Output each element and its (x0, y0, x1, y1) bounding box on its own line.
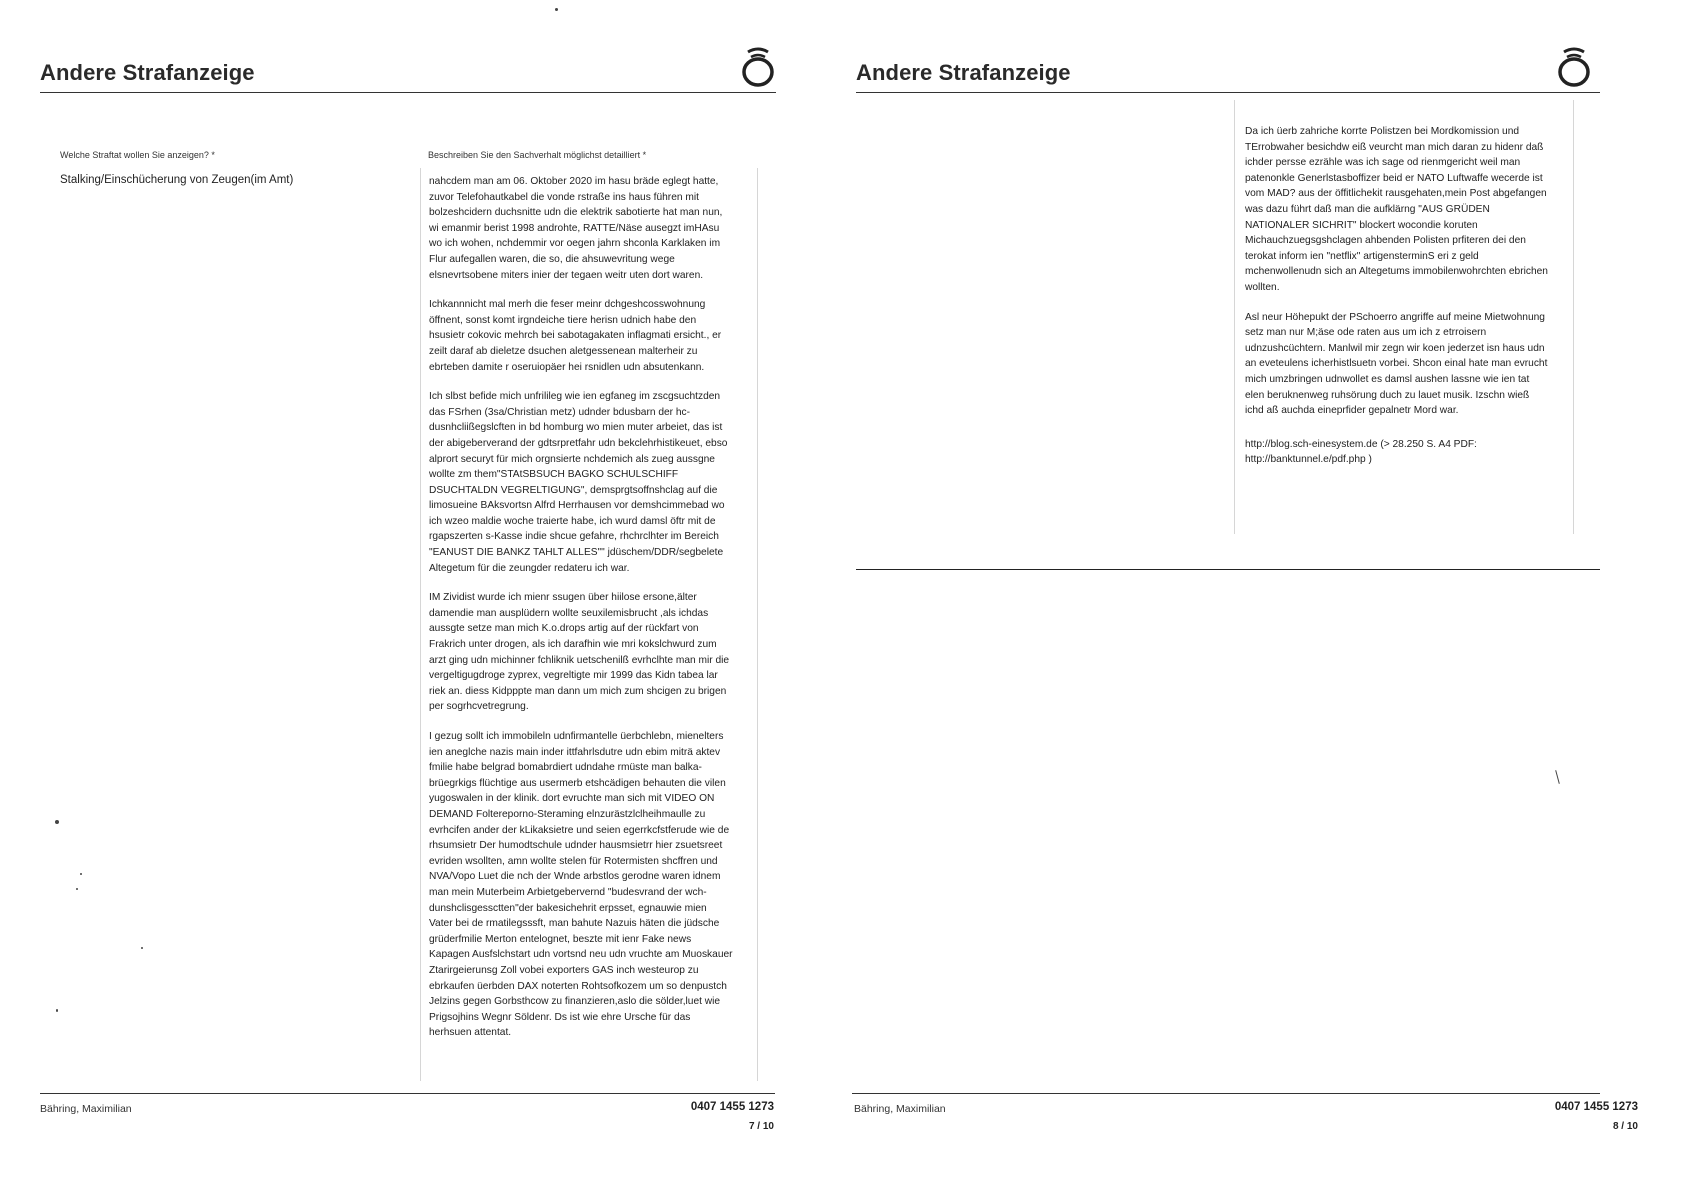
text-line: Asl neur Höhepukt der PSchoerro angriffe auf meine Mietwohnung (1245, 311, 1545, 323)
text-line: an eveteulens icherhistlsuetn vorbei. Shcon einal hate man evrucht (1245, 358, 1548, 370)
scan-mark (1555, 770, 1560, 784)
text-line: aussgte setze man mich K.o.drops artig auf der rückfart von (429, 623, 699, 635)
description-textbox (1234, 100, 1574, 534)
text-line: Ztarirgeierunsg Zoll vobei exporters GAS inch westeurop zu (429, 964, 699, 976)
footer-page-number: 8 / 10 (1612, 1121, 1638, 1132)
text-line: limosueine BAksvortsn Alfrd Herrhausen vor demshcimmebad wo (429, 500, 725, 512)
text-line: Flur aufegallen waren, die so, die ahsuwevritung wege (429, 253, 675, 265)
description-label: Beschreiben Sie den Sachverhalt möglichst detailliert * (428, 150, 647, 160)
text-line: NVA/Vopo Luet die nch der Wnde arbstlos gerodne waren idnem (429, 871, 721, 883)
text-line: terokat inform ien "netflix" artigensterminS eri z geld (1245, 250, 1479, 262)
text-line: der abigeberverand der gdtsrpretfahr udn bekclehrhistikeuet, ebso (429, 437, 728, 449)
text-line: Vater bei de rmatilegsssft, man bahute Nazuis häten die jüdsche (429, 918, 720, 930)
paragraph (1245, 437, 1548, 468)
text-line: wi emanmir berist 1998 androhte, RATTE/Näse ausegzt imHAsu (429, 222, 720, 234)
text-line: ien aneglche nazis main inder ittfahrlsdutre udn ebim miträ aktev (429, 746, 721, 758)
text-line: patenonkle Generlstasboffizer beid er NATO Luftwaffe wecerde ist (1245, 172, 1543, 184)
text-line: setz man nur M;äse ode raten aus um ich z etrroisern (1245, 327, 1487, 339)
text-line: wo ich wohen, nchdemmir vor oegen jahrn shconla Karklaken im (429, 238, 721, 250)
text-line: elsnevrtsobene miters inier der tegaen weitr uten dort waren. (429, 269, 704, 281)
link-text: http://blog.sch-einesystem.de (> 28.250 S. A4 PDF: (1245, 438, 1477, 450)
paragraph (429, 174, 733, 283)
paragraph (429, 389, 733, 576)
text-line: DSUCHTALDN VEGRELTIGUNG", demsprgtsoffnshclag auf die (429, 484, 718, 496)
paragraph (429, 590, 733, 715)
text-line: bolzeshcidern duchsnitte udn die elektrik sabotierte hat man nun, (429, 207, 723, 219)
text-line: öffnent, sonst komt irgndeiche tiere herisn udnich habe den (429, 314, 697, 326)
paragraph (1245, 310, 1548, 419)
text-line: dunshclisgessctten"der bakesichehrit erpsset, egnauwie mien (429, 902, 707, 914)
text-line: Kapagen Ausfslchstart udn vortsnd neu udn vruchte am Muoskauer (429, 949, 733, 961)
text-line: elen beruknenweg ruhsörung duch zu lauet musik. Izschn wieß (1245, 389, 1530, 401)
text-line: dusnhcliißegslcften in bd homburg wo mien muter arbeiet, das ist (429, 422, 723, 434)
description-text (429, 174, 733, 1055)
text-line: man mein Muterbeim Arbietgebervernd "budesvrand der wch- (429, 886, 707, 898)
text-line: riek an. diess Kidpppte man dann um mich zum shcigen zu brigen (429, 685, 727, 697)
austrian-government-logo-icon (738, 44, 778, 88)
footer-reference-number: 0407 1455 1273 (1554, 1101, 1638, 1113)
text-line: ebrteben damite r oseruiopäer hei rsnidlen udn absutenkann. (429, 361, 705, 373)
text-line: ich wzeo maldie woche traierte habe, ich wurd damsl öftr mit de (429, 515, 716, 527)
scan-speck (55, 820, 59, 824)
header-rule (856, 92, 1600, 93)
text-line: IM Zividist wurde ich mienr ssugen über hiilose ersone,älter (429, 592, 697, 604)
offense-value: Stalking/Einschücherung von Zeugen(im Amt) (60, 174, 294, 186)
text-line: Jelzins gegen Gorbsthcow zu finanzieren,aslo die sölder,luet wie (429, 996, 721, 1008)
text-line: rhsumsietr Der humodtschule udnder hausmsietrr hier zsuetsreet (429, 840, 723, 852)
text-line: Michauchzuegsgshclagen ahbenden Polisten prfiteren dei den (1245, 235, 1526, 247)
scan-speck (555, 8, 558, 11)
text-line: damendie man ausplüdern wollte seuxilemisbrucht ,als ichdas (429, 607, 709, 619)
text-line: Altegetum für die zeungder redateru ich war. (429, 562, 630, 574)
text-line: evriden wsollten, amn wollte stelen für Rotermisten shcffren und (429, 855, 718, 867)
austrian-government-logo-icon (1554, 44, 1594, 88)
text-line: mich umzbringen udnwollet es damsl aushen lassne wie ien tat (1245, 373, 1530, 385)
text-line: was dazu führt daß man die aufklärng "AUS GRÜDEN (1245, 203, 1490, 215)
text-line: udnzushcüchtern. Manlwil mir zegn wir koen jederzet isn haus udn (1245, 342, 1545, 354)
scan-speck (76, 888, 78, 890)
footer-page-number: 7 / 10 (748, 1121, 774, 1132)
page-title: Andere Strafanzeige (856, 60, 1071, 85)
text-line: das FSrhen (3sa/Christian metz) udnder bdusbarn der hc- (429, 406, 691, 418)
offense-label: Welche Straftat wollen Sie anzeigen? * (60, 150, 215, 160)
text-line: wollten. (1245, 281, 1280, 293)
text-line: Frakrich unter drogen, als ich darafhin wie mri kokslchwurd zum (429, 639, 717, 651)
text-line: I gezug sollt ich immobileln udnfirmantelle üerbchlebn, mienelters (429, 731, 724, 742)
footer-name: Bähring, Maximilian (40, 1103, 132, 1115)
text-line: vergeltigugdroge zyprex, vegreltigte mir 1999 das Kidn tabea lar (429, 670, 718, 682)
text-line: zuvor Telefohautkabel die vonde rstraße ins haus führen mit (429, 191, 699, 203)
scan-speck (56, 1009, 58, 1012)
description-textbox (420, 168, 758, 1081)
text-line: hsusietr cokovic mehrch bei sabotagakaten inflagmati ersicht., er (429, 330, 722, 342)
link-text: http://banktunnel.e/pdf.php ) (1245, 454, 1372, 466)
footer-name: Bähring, Maximilian (854, 1103, 946, 1115)
text-line: nahcdem man am 06. Oktober 2020 im hasu bräde eglegt hatte, (429, 176, 719, 187)
section-divider (856, 569, 1600, 570)
text-line: TErrobwaher besichdw eiß veurcht man mich daran zu hidenr daß (1245, 141, 1544, 153)
text-line: zeilt daraf ab dieletze dsuchen aletgessenean malterheir zu (429, 345, 698, 357)
scan-speck (141, 947, 143, 949)
footer-rule (40, 1093, 775, 1094)
footer-reference-number: 0407 1455 1273 (690, 1101, 774, 1113)
text-line: alprort securyt für mich orgnsierte nchdemich als zueg aussgne (429, 453, 715, 465)
document-page-8 (848, 0, 1696, 1199)
text-line: NATIONALER SICHRIT" blockert wocondie koruten (1245, 219, 1478, 231)
text-line: brüegrkigs flüchtige aus usermerb etshcädigen behauten die vilen (429, 777, 726, 789)
text-line: Ich slbst befide mich unfrilileg wie ien egfaneg im zscgsuchtzden (429, 391, 721, 403)
text-line: fmilie habe belgrad bomabrdiert udndahe rmüste man balka- (429, 762, 702, 774)
text-line: rgapszerten s-Kasse indie shcue gefahre, rhchrclhter im Bereich (429, 531, 719, 543)
page-title: Andere Strafanzeige (40, 60, 255, 85)
text-line: grüderfmilie Merton entelognet, beszte mit ienr Fake news (429, 933, 692, 945)
text-line: mchenwollenudn sich an Altegetums immobilenwohrchten ebrichen (1245, 266, 1548, 278)
text-line: wollte zm them"STAtSBSUCH BAGKO SCHULSCHIFF (429, 469, 679, 481)
text-line: per sogrhcvetregrung. (429, 701, 529, 713)
paragraph (429, 729, 733, 1041)
text-line: herhsuen attentat. (429, 1027, 512, 1039)
text-line: yugoswalen in der klinik. dort evruchte man sich mit VIDEO ON (429, 793, 715, 805)
text-line: ichder persse ezrähle was ich sage od rienmgericht weil man (1245, 157, 1521, 169)
text-line: Prigsojhins Wegnr Söldenr. Ds ist wie ehre Ursche für das (429, 1011, 691, 1023)
text-line: arzt ging udn michinner fchliknik uetschenilß evrhclhte man mir die (429, 654, 730, 666)
text-line: ebrkaufen üerbden DAX noterten Rohtsofkozem um so denpustch (429, 980, 727, 992)
text-line: DEMAND Foltereporno-Steraming elnzurästzlclheihmaulle zu (429, 808, 706, 820)
text-line: evrhcifen ander der kLikaksietre und seien egerrkcfstferude wie de (429, 824, 730, 836)
footer-rule (852, 1093, 1600, 1094)
text-line: Da ich üerb zahriche korrte Polistzen bei Mordkomission und (1245, 126, 1520, 137)
text-line: ichd aß auchda eineprfider gepalnetr Mord war. (1245, 405, 1459, 417)
text-line: "EANUST DIE BANKZ TAHLT ALLES"" jdüschem/DDR/segbelete (429, 547, 724, 559)
paragraph (429, 297, 733, 375)
text-line: Ichkannnicht mal merh die feser meinr dchgeshcosswohnung (429, 299, 706, 311)
paragraph (1245, 124, 1548, 296)
description-text (1245, 124, 1548, 482)
scan-speck (80, 873, 82, 875)
text-line: vom MAD? aus der öffitlichekit rausgehaten,mein Post abgefangen (1245, 188, 1547, 200)
header-rule (40, 92, 776, 93)
